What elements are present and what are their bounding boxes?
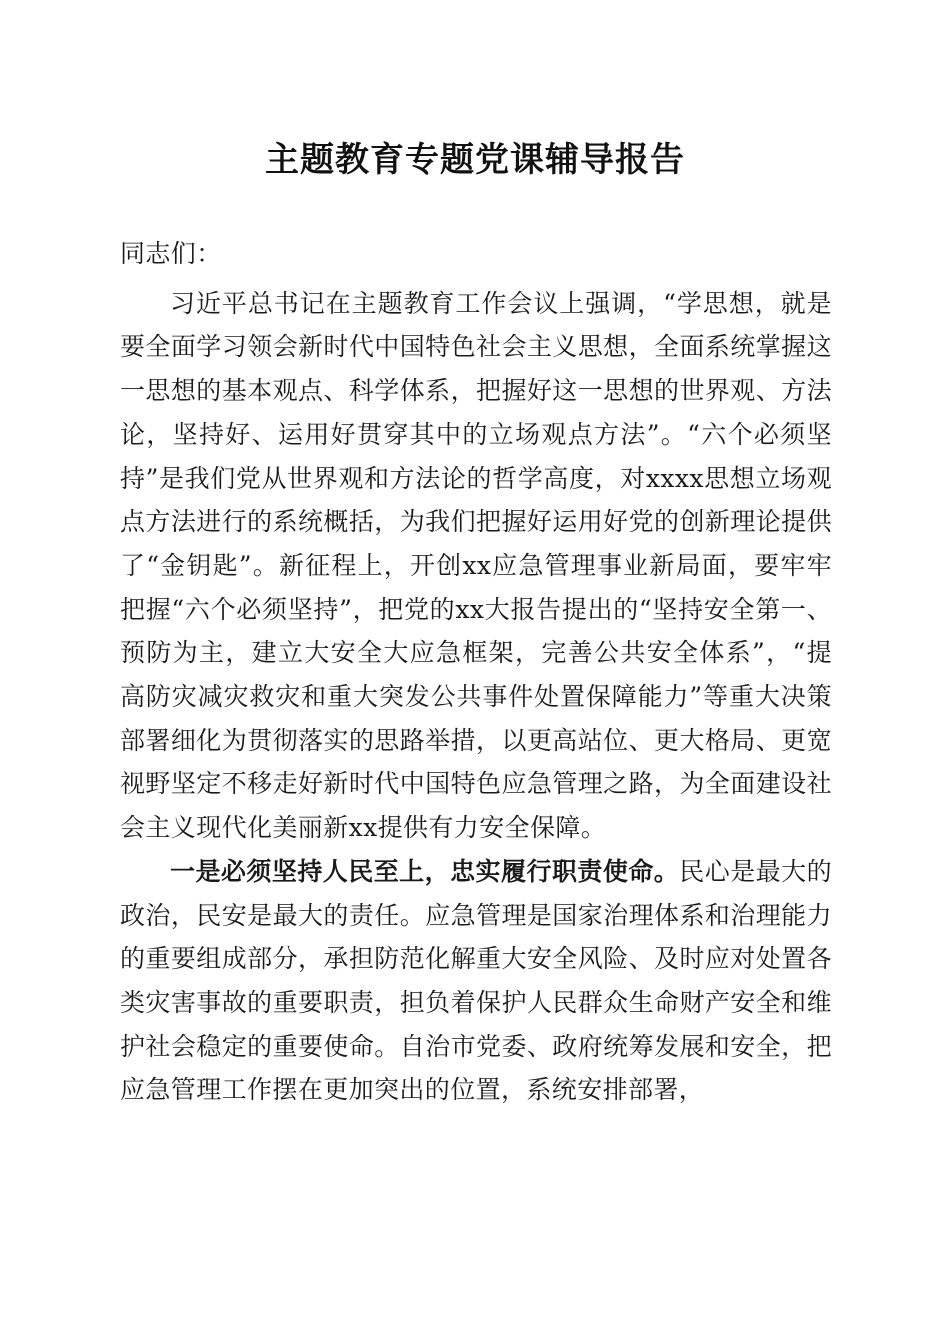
paragraph-intro: [120, 282, 832, 850]
document-body: [120, 232, 832, 1112]
paragraph-point-one: [120, 850, 832, 1112]
paragraph-intro-text: 习近平总书记在主题教育工作会议上强调，“学思想，就是要全面学习领会新时代中国特色社会主义思想，全面系统掌握这一思想的基本观点、科学体系，把握好这一思想的世界观、方法论，坚持好、运用好贯穿其中的立场观点方法”。“六个必须坚持”是我们党从世界观和方法论的哲学高度，对xxxx思想立场观点方法进行的系统概括，为我们把握好运用好党的创新理论提供了“金钥匙”。新征程上，开创xx应急管理事业新局面，要牢牢把握“六个必须坚持”，把党的xx大报告提出的“坚持安全第一、预防为主，建立大安全大应急框架，完善公共安全体系”，“提高防灾减灾救灾和重大突发公共事件处置保障能力”等重大决策部署细化为贯彻落实的思路举措，以更高站位、更大格局、更宽视野坚定不移走好新时代中国特色应急管理之路，为全面建设社会主义现代化美丽新xx提供有力安全保障。: [120, 288, 832, 843]
document-title: 主题教育专题党课辅导报告: [265, 140, 685, 180]
paragraph-point-one-lead: 一是必须坚持人民至上，忠实履行职责使命。: [170, 856, 680, 886]
salutation: 同志们：: [120, 239, 222, 268]
paragraph-point-one-text: 民心是最大的政治，民安是最大的责任。应急管理是国家治理体系和治理能力的重要组成部分，承担防范化解重大安全风险、及时应对处置各类灾害事故的重要职责，担负着保护人民群众生命财产安全和维护社会稳定的重要使命。自治市党委、政府统筹发展和安全，把应急管理工作摆在更加突出的位置，系统安排部署，: [120, 856, 832, 1105]
